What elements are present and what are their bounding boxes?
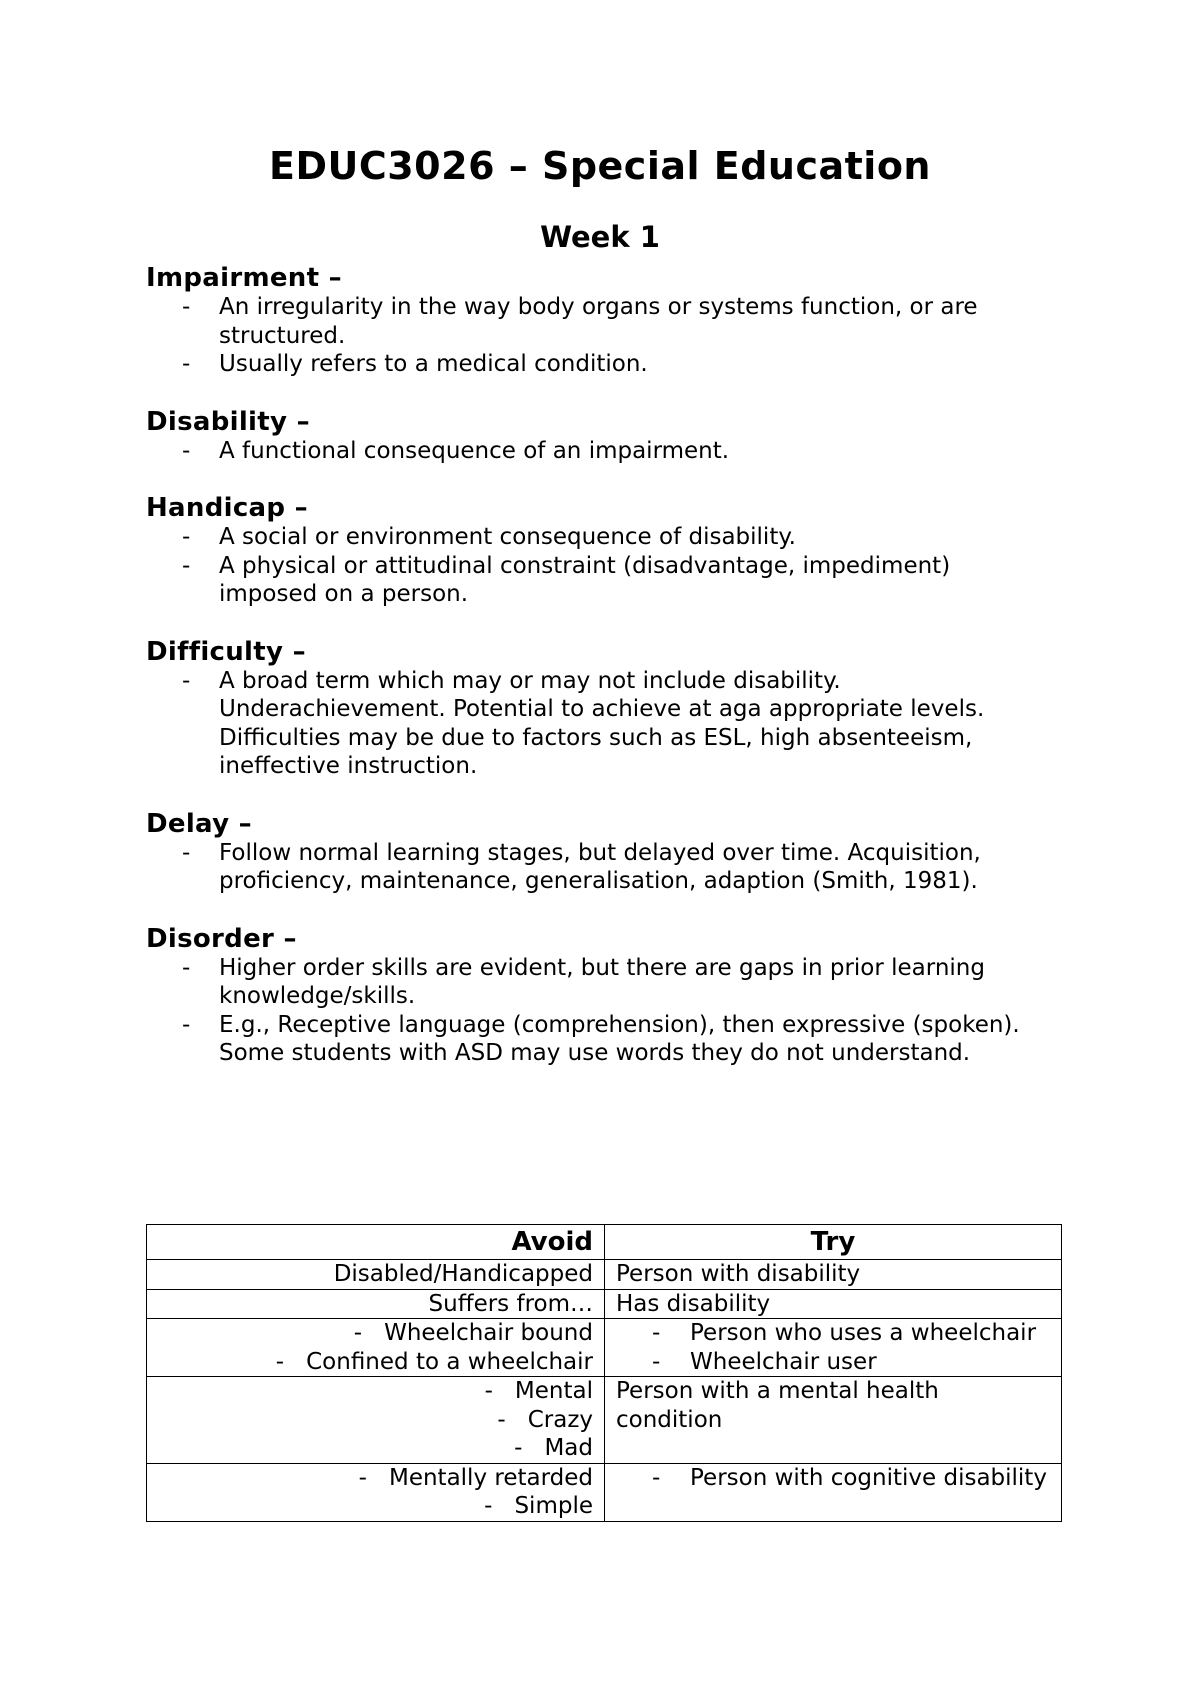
bullet-text: A social or environment consequence of disability. bbox=[219, 524, 796, 550]
bullet-list bbox=[146, 523, 1046, 609]
bullet-text: Follow normal learning stages, but delayed over time. Acquisition, proficiency, maintenance, generalisation, adaption (Smith, 1981). bbox=[219, 839, 981, 894]
list-item-text: Crazy bbox=[527, 1406, 593, 1433]
header-try: Try bbox=[605, 1225, 1062, 1260]
avoid-list bbox=[158, 1377, 593, 1463]
bullet-list bbox=[146, 437, 1046, 466]
try-cell bbox=[605, 1463, 1062, 1521]
avoid-cell bbox=[147, 1319, 605, 1377]
section-handicap bbox=[146, 493, 1046, 609]
list-item bbox=[158, 1406, 593, 1435]
bullet-dash: - bbox=[353, 1320, 363, 1346]
table-row bbox=[147, 1463, 1062, 1521]
bullet-list bbox=[146, 954, 1046, 1068]
list-item-text: Simple bbox=[514, 1493, 593, 1519]
table-row bbox=[147, 1260, 1062, 1290]
list-item bbox=[616, 1348, 1050, 1377]
table-header-row bbox=[147, 1225, 1062, 1260]
term-heading: Difficulty – bbox=[146, 636, 306, 667]
try-list bbox=[616, 1319, 1050, 1376]
table-row bbox=[147, 1289, 1062, 1319]
try-cell: Has disability bbox=[605, 1289, 1062, 1319]
list-item bbox=[146, 1011, 1046, 1068]
try-cell bbox=[605, 1319, 1062, 1377]
list-item bbox=[616, 1319, 1050, 1348]
list-item bbox=[146, 552, 1046, 609]
bullet-dash: - bbox=[182, 437, 191, 464]
bullet-dash: - bbox=[182, 667, 191, 694]
list-item bbox=[158, 1492, 593, 1521]
bullet-list bbox=[146, 667, 1046, 781]
table-row bbox=[147, 1319, 1062, 1377]
list-item-text: Mad bbox=[544, 1435, 593, 1461]
avoid-list bbox=[158, 1464, 593, 1521]
try-cell: Person with a mental health condition bbox=[605, 1377, 1062, 1464]
list-item bbox=[616, 1464, 1050, 1493]
bullet-dash: - bbox=[182, 839, 191, 866]
avoid-cell bbox=[147, 1463, 605, 1521]
list-item-text: Mentally retarded bbox=[388, 1464, 593, 1491]
bullet-text: A functional consequence of an impairment. bbox=[219, 437, 730, 464]
bullet-dash: - bbox=[182, 1011, 191, 1038]
bullet-dash: - bbox=[275, 1348, 285, 1375]
bullet-dash: - bbox=[652, 1320, 661, 1346]
list-item bbox=[146, 667, 1046, 781]
list-item-text: Confined to a wheelchair bbox=[306, 1348, 593, 1375]
bullet-dash: - bbox=[652, 1464, 661, 1491]
bullet-dash: - bbox=[484, 1378, 493, 1404]
list-item bbox=[158, 1434, 593, 1463]
bullet-dash: - bbox=[652, 1348, 661, 1375]
list-item bbox=[146, 437, 1046, 466]
bullet-dash: - bbox=[182, 294, 191, 320]
term-heading: Delay – bbox=[146, 808, 252, 839]
list-item bbox=[146, 954, 1046, 1011]
section-impairment bbox=[146, 263, 1046, 379]
section-difficulty bbox=[146, 637, 1046, 781]
week-heading: Week 1 bbox=[540, 220, 660, 254]
bullet-text: A broad term which may or may not include disability. Underachievement. Potential to achieve at aga appropriate levels. Difficulties may be due to factors such as ESL, high absenteeism, ineffective instruction. bbox=[219, 667, 985, 779]
list-item-text: Wheelchair user bbox=[690, 1348, 877, 1375]
section-disorder bbox=[146, 924, 1046, 1068]
list-item bbox=[146, 350, 1046, 379]
list-item-text: Wheelchair bound bbox=[384, 1320, 593, 1346]
term-heading: Handicap – bbox=[146, 493, 308, 523]
avoid-list bbox=[158, 1319, 593, 1376]
section-disability bbox=[146, 407, 1046, 466]
bullet-text: A physical or attitudinal constraint (disadvantage, impediment) imposed on a person. bbox=[219, 552, 951, 607]
list-item bbox=[158, 1319, 593, 1348]
list-item bbox=[158, 1464, 593, 1493]
bullet-list bbox=[146, 839, 1046, 896]
avoid-cell bbox=[147, 1377, 605, 1464]
document-title: EDUC3026 – Special Education bbox=[269, 144, 931, 188]
avoid-cell: Disabled/Handicapped bbox=[147, 1260, 605, 1290]
avoid-try-table bbox=[146, 1224, 1062, 1522]
list-item-text: Person with cognitive disability bbox=[690, 1464, 1047, 1491]
bullet-dash: - bbox=[182, 954, 191, 981]
table-row bbox=[147, 1377, 1062, 1464]
list-item bbox=[146, 523, 1046, 552]
list-item bbox=[158, 1348, 593, 1377]
bullet-dash: - bbox=[514, 1435, 523, 1461]
bullet-dash: - bbox=[358, 1464, 367, 1491]
list-item bbox=[158, 1377, 593, 1406]
term-heading: Disability – bbox=[146, 406, 310, 437]
header-avoid: Avoid bbox=[147, 1225, 605, 1260]
list-item-text: Mental bbox=[514, 1378, 593, 1404]
bullet-text: Usually refers to a medical condition. bbox=[219, 351, 648, 377]
list-item bbox=[146, 839, 1046, 896]
list-item bbox=[146, 293, 1046, 350]
bullet-text: Higher order skills are evident, but there are gaps in prior learning knowledge/skills. bbox=[219, 954, 985, 1009]
term-heading: Disorder – bbox=[146, 923, 297, 954]
bullet-list bbox=[146, 293, 1046, 379]
bullet-dash: - bbox=[484, 1493, 493, 1519]
bullet-dash: - bbox=[497, 1406, 506, 1433]
definitions-list bbox=[146, 263, 1046, 1096]
try-cell: Person with disability bbox=[605, 1260, 1062, 1290]
try-list bbox=[616, 1464, 1050, 1493]
term-heading: Impairment – bbox=[146, 263, 342, 293]
bullet-dash: - bbox=[182, 351, 191, 377]
section-delay bbox=[146, 809, 1046, 896]
bullet-dash: - bbox=[182, 524, 191, 550]
bullet-text: An irregularity in the way body organs or systems function, or are structured. bbox=[219, 294, 978, 349]
avoid-cell: Suffers from… bbox=[147, 1289, 605, 1319]
bullet-dash: - bbox=[182, 552, 191, 579]
bullet-text: E.g., Receptive language (comprehension), then expressive (spoken). Some students with ASD may use words they do not understand. bbox=[219, 1011, 1020, 1066]
list-item-text: Person who uses a wheelchair bbox=[690, 1320, 1037, 1346]
